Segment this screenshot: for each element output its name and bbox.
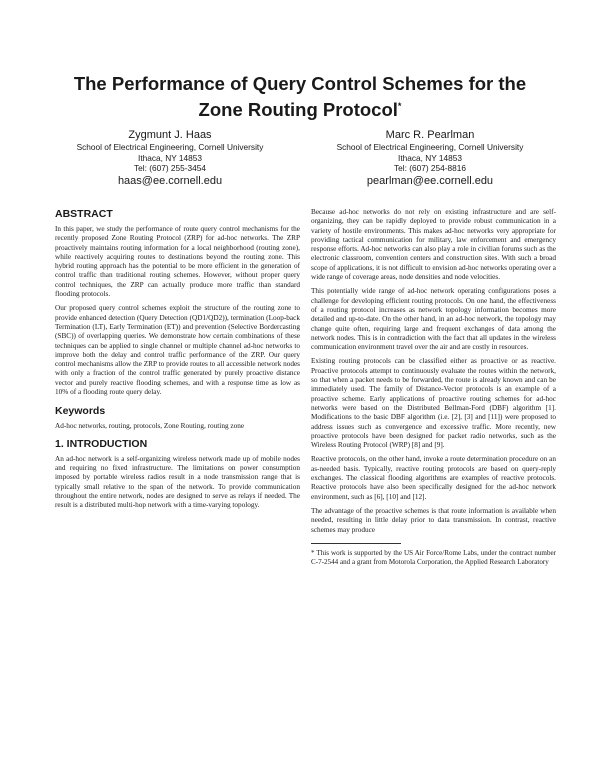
author-tel: Tel: (607) 255-3454	[134, 163, 206, 173]
author-city: Ithaca, NY 14853	[398, 152, 462, 163]
keywords-heading: Keywords	[55, 405, 106, 418]
right-column	[311, 208, 556, 567]
author-affiliation: School of Electrical Engineering, Cornell University	[336, 142, 524, 152]
title-line-1: The Performance of Query Control Schemes for the	[73, 73, 527, 94]
author-city: Ithaca, NY 14853	[138, 152, 202, 163]
body-paragraph-3: Existing routing protocols can be classified either as proactive or as reactive. Proactive protocols attempt to continuously evaluate the routes within the network, so that when a packet needs to be forwarded, the route is already known and can be immediately used. The family of Distance-Vector protocols is an example of a proactive scheme. Early applications of proactive routing schemes for ad-hoc networks were based on the Distributed Bellman-Ford (DBF) algorithm [1]. Modifications to the basic DBF algorithm (i.e. [2], [3] and [11]) were proposed to address issues such as convergence and excessive traffic. More recently, new proactive protocols have been designed for packet radio networks, such as the Wireless Routing Protocol (WRP) [8] and [9].	[311, 357, 556, 450]
abstract-heading: ABSTRACT	[55, 208, 113, 220]
footnote: * This work is supported by the US Air Force/Rome Labs, under the contract number C-7-2544 and a grant from Motorola Corporation, the Applied Research Laboratory	[311, 548, 556, 567]
footnote-divider	[311, 543, 401, 544]
author-name: Zygmunt J. Haas	[128, 129, 212, 141]
title-footnote-mark: *	[397, 101, 402, 111]
author-block-1	[30, 128, 310, 189]
title-line-2	[40, 95, 560, 121]
title-line-2-text: Zone Routing Protocol	[198, 99, 398, 121]
paper-title	[40, 72, 560, 121]
author-email[interactable]: pearlman@ee.cornell.edu	[366, 174, 494, 187]
keywords-text: Ad-hoc networks, routing, protocols, Zone Routing, routing zone	[55, 422, 245, 431]
author-block-2	[290, 128, 570, 189]
left-column	[55, 208, 300, 515]
author-tel: Tel: (607) 254-8816	[394, 163, 466, 173]
author-name: Marc R. Pearlman	[385, 129, 475, 141]
abstract-paragraph-2: Our proposed query control schemes exploit the structure of the routing zone to provide enhanced detection (Query Detection (QD1/QD2)), termination (Loop-back Termination (LT), Early Termination (ET)) and prevention (Selective Bordercasting (SBC)) of overlapping queries. We demonstrate how certain combinations of these techniques can be applied to single channel or multiple channel ad-hoc networks to improve both the delay and control traffic performance of the ZRP. Our query control mechanisms allow the ZRP to provide routes to all accessible network nodes with only a fraction of the control traffic generated by purely proactive distance vector and purely reactive flooding schemes, and with a response time as low as 10% of a flooding route query delay.	[55, 304, 300, 397]
body-paragraph-2: This potentially wide range of ad-hoc network operating configurations poses a challenge for developing efficient routing protocols. On one hand, the effectiveness of a routing protocol increases as network topology information becomes more detailed and up-to-date. On the other hand, in an ad-hoc network, the topology may change quite often, requiring large and frequent exchanges of data among the network nodes. This is in contradiction with the fact that all updates in the wireless communication environment travel over the air and are costly in resources.	[311, 287, 556, 352]
author-email[interactable]: haas@ee.cornell.edu	[117, 174, 223, 187]
body-paragraph-5: The advantage of the proactive schemes is that route information is available when needed, resulting in little delay prior to data transmission. In contrast, reactive schemes may produce	[311, 506, 556, 534]
abstract-paragraph-1: In this paper, we study the performance of route query control mechanisms for the recently proposed Zone Routing Protocol (ZRP) for ad-hoc networks. The ZRP proactively maintains routing information for a local neighborhood (routing zone), while reactively acquiring routes to destinations beyond the routing zone. This hybrid routing approach has the potential to be more efficient in the generation of control traffic than traditional routing schemes. However, without proper query control techniques, the ZRP can actually produce more traffic than standard flooding protocols.	[55, 225, 300, 299]
author-affiliation: School of Electrical Engineering, Cornell University	[76, 142, 264, 152]
introduction-heading: 1. INTRODUCTION	[55, 437, 148, 450]
body-paragraph-4: Reactive protocols, on the other hand, invoke a route determination procedure on an as-needed basis. Typically, reactive routing protocols are based on query-reply exchanges. The classical flooding algorithms are examples of reactive protocols. Reactive protocols have also been specifically designed for the ad-hoc network environment, such as [6], [10] and [12].	[311, 455, 556, 501]
introduction-paragraph-1: An ad-hoc network is a self-organizing wireless network made up of mobile nodes and requiring no fixed infrastructure. The limitations on power consumption imposed by portable wireless radios result in a node transmission range that is typically small relative to the span of the network. To provide communication throughout the entire network, nodes are designed to serve as relays if needed. The result is a distributed multi-hop network with a time-varying topology.	[55, 454, 300, 510]
body-paragraph-1: Because ad-hoc networks do not rely on existing infrastructure and are self-organizing, they can be rapidly deployed to provide robust communication in a variety of hostile environments. This makes ad-hoc networks very appropriate for providing tactical communication for military, law enforcement and emergency response efforts. Ad-hoc networks can also play a role in civilian forums such as the electronic classroom, convention centers and construction sites. With such a broad scope of applications, it is not difficult to envision ad-hoc networks operating over a wide range of coverage areas, node densities and node velocities.	[311, 208, 556, 282]
